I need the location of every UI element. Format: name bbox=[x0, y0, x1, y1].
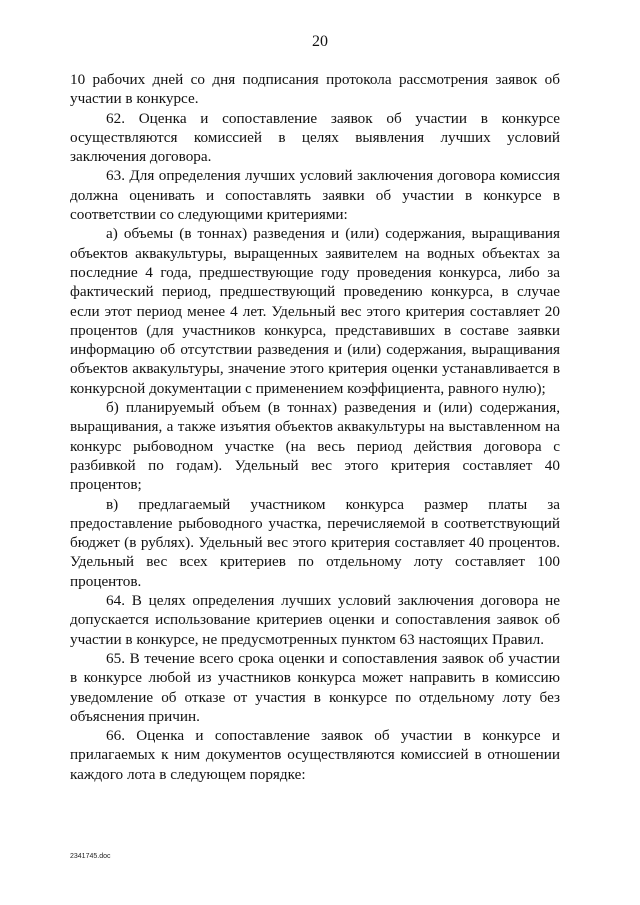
document-body bbox=[70, 70, 560, 784]
file-name-footer: 2341745.doc bbox=[70, 853, 111, 860]
paragraph-64: 64. В целях определения лучших условий заключения договора не допускается использование критериев оценки и сопоставления заявок об участии в конкурсе, не предусмотренных пунктом 63 настоящих Правил. bbox=[70, 592, 560, 648]
paragraph-63: 63. Для определения лучших условий заключения договора комиссия должна оценивать и сопоставлять заявки об участии в конкурсе в соответствии со следующими критериями: bbox=[70, 167, 560, 224]
paragraph-continuation: 10 рабочих дней со дня подписания протокола рассмотрения заявок об участии в конкурсе. bbox=[70, 71, 560, 108]
paragraph-65: 65. В течение всего срока оценки и сопоставления заявок об участии в конкурсе любой из участников конкурса может направить в комиссию уведомление об отказе от участия в конкурсе по отдельному лоту без объяснения причин. bbox=[70, 649, 560, 725]
paragraph-62: 62. Оценка и сопоставление заявок об участии в конкурсе осуществляются комиссией в целях выявления лучших условий заключения договора. bbox=[70, 109, 560, 166]
paragraph-63-b: б) планируемый объем (в тоннах) разведения и (или) содержания, выращивания, а также изъятия объектов аквакультуры на выставленном на конкурс рыбоводном участке (на весь период действия договора с разбивкой по годам). Удельный вес этого критерия составляет 40 процентов; bbox=[70, 399, 560, 494]
page-number: 20 bbox=[312, 33, 328, 50]
paragraph-63-a: а) объемы (в тоннах) разведения и (или) содержания, выращивания объектов аквакультуры, выращенных заявителем на водных объектах за последние 4 года, предшествующие году проведения конкурса, либо за фактический период, предшествующий проведению конкурса, в случае если этот период менее 4 лет. Удельный вес этого критерия составляет 20 процентов (для участников конкурса, представивших в составе заявки информацию об отсутствии разведения и (или) содержания, выращивания объектов аквакультуры, значение этого критерия оценки устанавливается в конкурсной документации с применением коэффициента, равного нулю); bbox=[70, 225, 560, 397]
paragraph-66: 66. Оценка и сопоставление заявок об участии в конкурсе и прилагаемых к ним документов осуществляются комиссией в отношении каждого лота в следующем порядке: bbox=[70, 727, 560, 783]
paragraph-63-v: в) предлагаемый участником конкурса размер платы за предоставление рыбоводного участка, перечисляемой в соответствующий бюджет (в рублях). Удельный вес этого критерия составляет 40 процентов. Удельный вес всех критериев по отдельному лоту составляет 100 процентов. bbox=[70, 495, 560, 590]
